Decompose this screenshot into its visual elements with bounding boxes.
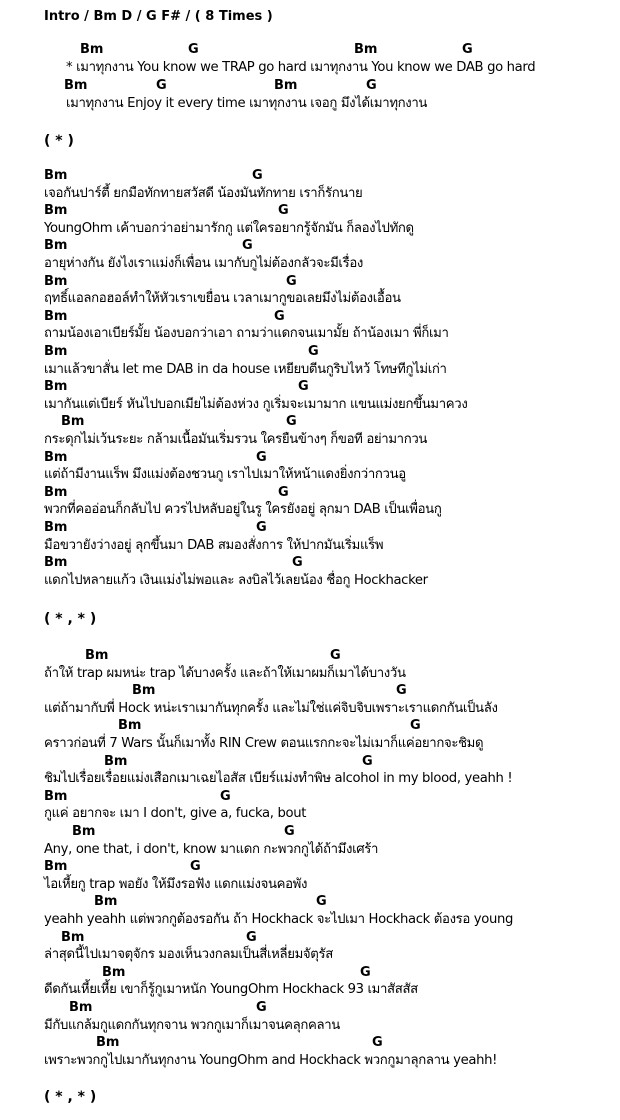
- chord-g: G: [308, 344, 319, 359]
- chord-g: G: [362, 753, 373, 769]
- chord-bm: Bm: [44, 203, 68, 219]
- lyric-line: เมาแล้วขาสั่น let me DAB in da house เหยียบตีนกูริบไหว้ โทษทีกูไม่เก่า: [44, 361, 447, 377]
- chord-bm: Bm: [61, 414, 85, 430]
- chord-g: G: [292, 555, 303, 571]
- chord-bm: Bm: [118, 718, 142, 734]
- chord-g: G: [188, 42, 199, 57]
- chord-g: G: [220, 788, 231, 804]
- chord-g: G: [360, 964, 371, 980]
- chord-bm: Bm: [69, 1000, 93, 1015]
- chord-g: G: [286, 414, 297, 430]
- chord-g: G: [330, 648, 341, 663]
- lyric-line: เพราะพวกกูไปเมากันทุกงาน YoungOhm and Hockhack พวกกูมาลุกลาน yeahh!: [44, 1052, 498, 1068]
- chord-bm: Bm: [44, 520, 68, 535]
- chord-g: G: [396, 683, 407, 699]
- chord-bm: Bm: [274, 78, 298, 93]
- lyric-line: ดีดกันเหี้ยเหี้ย เขาก็รู้กูเมาหนัก YoungOhm Hockhack 93 เมาสัสสัส: [44, 982, 418, 998]
- chord-g: G: [462, 42, 473, 57]
- chord-g: G: [256, 449, 267, 465]
- lyric-line: มีกับแกล้มกูแดกกันทุกจาน พวกกูเมาก็เมาจนคลุกคลาน: [44, 1017, 340, 1033]
- chord-g: G: [190, 859, 201, 875]
- lyric-line: YoungOhm เค้าบอกว่าอย่ามารักกู แต่ใครอยากรู้จักมัน ก็ลองไปทักดู: [44, 220, 414, 236]
- lyric-line: เมากันแต่เบียร์ หันไปบอกเมียไม่ต้องห่วง กูเริ่มจะเมามาก แขนแม่งยกขึ้นมาควง: [44, 396, 468, 412]
- chord-bm: Bm: [85, 648, 109, 663]
- chord-bm: Bm: [44, 449, 68, 465]
- lyric-line: เมาทุกงาน Enjoy it every time เมาทุกงาน เจอกู มึงได้เมาทุกงาน: [66, 96, 428, 111]
- chord-bm: Bm: [44, 168, 68, 183]
- lyric-line: แต่ถ้ามากับพี่ Hock หน่ะเราเมากันทุกครั้ง และไม่ใช่แค่จิบจิบเพราะเราแดกกันเป็นลัง: [44, 700, 498, 716]
- chord-g: G: [284, 824, 295, 839]
- lyric-line: มือขวายังว่างอยู่ ลุกขึ้นมา DAB สมองสั่งการ ให้ปากมันเริ่มแร็พ: [44, 537, 384, 553]
- chord-g: G: [366, 78, 377, 93]
- chord-g: G: [256, 520, 267, 535]
- chord-bm: Bm: [64, 78, 88, 93]
- lyric-line: กระดุกไม่เว้นระยะ กล้ามเนื้อมันเริ่มรวน ใครยืนข้างๆ ก็ขอที อย่ามากวน: [44, 432, 428, 447]
- chord-bm: Bm: [72, 824, 96, 839]
- intro-line: Intro / Bm D / G F# / ( 8 Times ): [44, 9, 273, 24]
- chord-g: G: [298, 379, 309, 395]
- chord-bm: Bm: [44, 484, 68, 500]
- chord-bm: Bm: [61, 929, 85, 945]
- chord-bm: Bm: [132, 683, 156, 699]
- lyric-line: กูแค่ อยากจะ เมา I don't, give a, fucka, bout: [44, 806, 307, 822]
- lyric-line: ชิมไปเรื่อยเรื่อยแม่งเสือกเมาเฉยไอสัส เบียร์แม่งทำพิษ alcohol in my blood, yeahh !: [44, 771, 513, 787]
- repeat-marker-hook: ( * ): [44, 133, 74, 149]
- lyric-line: คราวก่อนที่ 7 Wars นั้นก็เมาทั้ง RIN Crew ตอนแรกกะจะไม่เมาก็แค่อยากจะชิมดู: [44, 736, 484, 751]
- lyric-line: * เมาทุกงาน You know we TRAP go hard เมาทุกงาน You know we DAB go hard: [66, 60, 536, 75]
- lyric-line: อายุห่างกัน ยังไงเราแม่งก็เพื่อน เมากับกูไม่ต้องกลัวจะมีเรื่อง: [44, 256, 363, 271]
- chord-bm: Bm: [104, 753, 128, 769]
- chord-bm: Bm: [44, 379, 68, 395]
- chord-bm: Bm: [102, 964, 126, 980]
- chord-g: G: [372, 1035, 383, 1051]
- chord-g: G: [278, 203, 289, 219]
- lyric-line: ถ้าให้ trap ผมหน่ะ trap ได้บางครั้ง และถ้าให้เมาผมก็เมาได้บางวัน: [44, 665, 406, 681]
- chord-g: G: [410, 718, 421, 734]
- chord-bm: Bm: [44, 308, 68, 324]
- chord-bm: Bm: [80, 42, 104, 57]
- chord-g: G: [316, 894, 327, 910]
- chord-bm: Bm: [44, 555, 68, 571]
- lyric-line: ล่าสุดนี้ไปเมาจตุจักร มองเห็นวงกลมเป็นสี่เหลี่ยมจัตุรัส: [44, 947, 333, 963]
- repeat-marker-hook-twice-end: ( * , * ): [44, 1089, 97, 1105]
- lyric-line: ไอเหี้ยกู trap พอยัง ให้มึงรอฟัง แดกแม่งจนคอพัง: [44, 876, 308, 892]
- chord-bm: Bm: [44, 344, 68, 359]
- lyric-line: ถามน้องเอาเบียร์มั้ย น้องบอกว่าเอา ถามว่าแดกจนเมามั้ย ถ้าน้องเมา พี่ก็เมา: [44, 326, 449, 342]
- chord-bm: Bm: [44, 788, 68, 804]
- chord-g: G: [246, 929, 257, 945]
- lyric-line: yeahh yeahh แต่พวกกูต้องรอกัน ถ้า Hockhack จะไปเมา Hockhack ต้องรอ young: [44, 912, 514, 927]
- lyric-line: พวกที่คออ่อนก็กลับไป ควรไปหลับอยู่ในรู ใครยังอยู่ ลุกมา DAB เป็นเพื่อนกู: [44, 502, 442, 518]
- chord-bm: Bm: [44, 273, 68, 289]
- lyric-line: เจอกันปาร์ตี้ ยกมือทักทายสวัสดี น้องมันทักทาย เราก็รักนาย: [44, 185, 363, 201]
- lyric-line: แดกไปหลายแก้ว เงินแม่งไม่พอและ ลงบิลไว้เลยน้อง ชื่อกู Hockhacker: [44, 572, 428, 588]
- chord-g: G: [286, 273, 297, 289]
- lyric-line: Any, one that, i don't, know มาแดก กะพวกกูได้ถ้ามึงเศร้า: [44, 841, 379, 857]
- chord-g: G: [242, 238, 253, 254]
- chord-bm: Bm: [96, 1035, 120, 1051]
- repeat-marker-hook-twice: ( * , * ): [44, 611, 97, 627]
- chord-bm: Bm: [94, 894, 118, 910]
- chord-g: G: [274, 308, 285, 324]
- chord-bm: Bm: [44, 238, 68, 254]
- chord-bm: Bm: [44, 859, 68, 875]
- chord-g: G: [256, 1000, 267, 1015]
- lyric-line: ฤทธิ์แอลกอฮอล์ทำให้หัวเราเขยื่อน เวลาเมากูขอเลยมึงไม่ต้องเอื้อน: [44, 291, 401, 307]
- chord-g: G: [156, 78, 167, 93]
- chord-bm: Bm: [354, 42, 378, 57]
- lyric-line: แต่ถ้ามีงานแร็พ มึงแม่งต้องชวนกู เราไปเมาให้หน้าแดงยิ่งกว่ากวนอู: [44, 467, 406, 483]
- chord-g: G: [278, 484, 289, 500]
- chord-g: G: [252, 168, 263, 183]
